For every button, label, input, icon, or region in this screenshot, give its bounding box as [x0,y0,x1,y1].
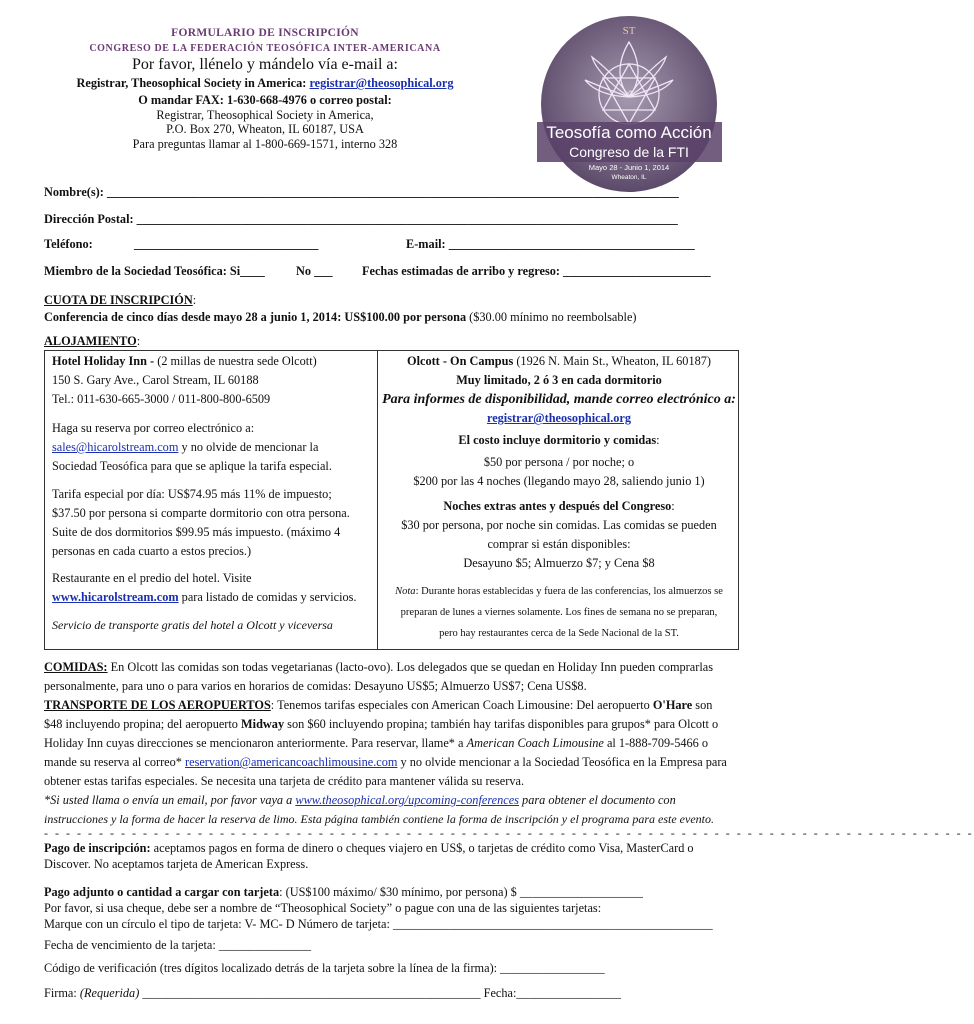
hotel-heading: Hotel Holiday Inn - (2 millas de nuestra sede Olcott) [52,354,317,368]
campus-email-line [380,409,738,428]
address-field[interactable]: Dirección Postal: ________________________________________________________________________________________ [44,212,678,226]
hotel-address: 150 S. Gary Ave., Carol Stream, IL 60188 [52,373,259,387]
name-blank[interactable]: _____________________________________________________________________________________________ [106,185,679,199]
card-expiry-field[interactable]: Fecha de vencimiento de la tarjeta: _______________ [44,938,312,952]
card-cvv-field[interactable]: Código de verificación (tres dígitos localizado detrás de la tarjeta sobre la línea de la firma): _________________ [44,961,605,975]
hotel-rate-4: personas en cada cuarto a estos precios.) [52,544,252,558]
campus-extra-2: comprar si están disponibles: [487,537,631,551]
campus-heading: Olcott - On Campus (1926 N. Main St., Wheaton, IL 60187) [407,354,711,368]
campus-extra-heading: Noches extras antes y después del Congreso: [443,499,675,513]
hotel-rate-1: Tarifa especial por día: US$74.95 más 11% de impuesto; [52,487,332,501]
campus-note: Nota: Durante horas establecidas y fuera de las conferencias, los almuerzos se preparan de lunes a viernes solamente. Los fines de semana no se preparan, pero hay restaurantes cerca de la Sede Nacional de la ST. [395,586,723,639]
phone-blank[interactable]: ______________________________ [134,237,319,251]
meals-paragraph: COMIDAS: En Olcott las comidas son todas vegetarianas (lacto-ovo). Los delegados que se quedan en Holiday Inn pueden comprarlas personalmente, para uno o para varios en horarios de comidas: Desayuno US$5; Almuerzo US$7; Cena US$8. [44,660,713,693]
hotel-restaurant-link-line: www.hicarolstream.com para listado de comidas y servicios. [52,590,357,604]
payment-section: Pago de inscripción: aceptamos pagos en forma de dinero o cheques viajero en US$, o tarjetas de crédito como Visa, MasterCard o Discover. No aceptamos tarjeta de American Express. [44,841,694,871]
campus-includes: El costo incluye dormitorio y comidas: [458,433,660,447]
registrar-email-link[interactable]: registrar@theosophical.org [309,76,454,90]
hotel-rate-3: Suite de dos dormitorios $99.95 más impuesto. (máximo 4 [52,525,341,539]
limo-email-link[interactable]: reservation@americancoachlimousine.com [185,755,398,769]
lodging-heading: ALOJAMIENTO: [44,334,141,348]
transport-paragraph: TRANSPORTE DE LOS AEROPUERTOS: Tenemos tarifas especiales con American Coach Limousine: Del aeropuerto O'Hare son $48 incluyendo propina; del aeropuerto Midway son $60 incluyendo propina; también hay tarifas disponibles para grupos* para Olcott o Holiday Inn cuyas direcciones se mencionaron anteriormente. Para reservar, llame* a American Coach Limousine al 1-888-709-5466 o mande su reserva al correo* reservation@americancoachlimousine.com y no olvide mencionar a la Sociedad Teosófica en la Empresa para obtener estas tarifas especiales. Se necesita una tarjeta de crédito para mantener válida su reserva. *Si usted llama o envía un email, por favor vaya a www.theosophical.org/upcoming-conferences para obtener el documento con instrucciones y la forma de hacer la reserva de limo. Esta página también contiene la forma de inscripción y el programa para este evento. [44,698,727,826]
fee-line: Conferencia de cinco días desde mayo 28 a junio 1, 2014: US$100.00 por persona ($30.00 mínimo no reembolsable) [44,310,637,324]
sales-email-link[interactable]: sales@hicarolstream.com [52,440,179,454]
signature-line: Firma: (Requerida) _______________________________________________________ Fecha:_________________ [44,986,621,1000]
logo-dates: Mayo 28 - Junio 1, 2014 [588,163,670,172]
hotel-phone: Tel.: 011-630-665-3000 / 011-800-800-6509 [52,392,271,406]
instruction-heading: Por favor, llénelo y mándelo vía e-mail a: [132,56,398,73]
conferences-link[interactable]: www.theosophical.org/upcoming-conferences [295,793,519,807]
cut-line-divider: - - - - - - - - - - - - - - - - - - - - - - - - - - - - - - - - - - - - - - - - - - - - - - - - - - - - - - - - - - - - - - - - - - - - - - - - - - - - - - - - - - - - - [44,826,974,840]
email-blank[interactable]: ________________________________________ [448,237,695,251]
phone-label: Teléfono: [44,237,93,251]
lodging-left-column [52,352,374,635]
logo-title: Teosofía como Acción [546,123,712,142]
address-line-2: P.O. Box 270, Wheaton, IL 60187, USA [166,122,364,136]
payment-amount-field[interactable]: Pago adjunto o cantidad a cargar con tarjeta: (US$100 máximo/ $30 mínimo, por persona) $ ____________________ [44,885,643,899]
address-line-1: Registrar, Theosophical Society in America, [156,108,374,122]
lodging-right-column [380,352,738,644]
campus-price-2: $200 por las 4 noches (llegando mayo 28, saliendo junio 1) [413,474,705,488]
signature-date-field[interactable]: Fecha:_________________ [480,986,621,1000]
hotel-reserve-note: Sociedad Teosófica para que se aplique la tarifa especial. [52,459,332,473]
campus-price-1: $50 por persona / por noche; o [483,455,635,469]
payment-amount-section [44,884,744,932]
address-blank[interactable]: ________________________________________________________________________________________ [136,212,678,226]
phone-line: Para preguntas llamar al 1-800-669-1571, interno 328 [132,137,398,151]
campus-email-link[interactable]: registrar@theosophical.org [486,411,632,425]
signature-blank[interactable]: _______________________________________________________ [139,986,481,1000]
campus-extra-1: $30 por persona, por noche sin comidas. Las comidas se pueden [401,518,717,532]
svg-text:ॐ: ॐ [624,91,634,101]
congress-title: CONGRESO DE LA FEDERACIÓN TEOSÓFICA INTER-AMERICANA [89,43,441,54]
campus-limited: Muy limitado, 2 ó 3 en cada dormitorio [456,373,662,387]
form-title: FORMULARIO DE INSCRIPCIÓN [171,27,359,39]
campus-extra-3: Desayuno $5; Almuerzo $7; y Cena $8 [463,556,655,570]
hotel-shuttle: Servicio de transporte gratis del hotel a Olcott y viceversa [52,618,333,632]
logo-place: Wheaton, IL [611,174,647,181]
logo-subtitle: Congreso de la FTI [569,144,689,160]
congress-logo [537,12,722,197]
card-number-field[interactable]: Marque con un círculo el tipo de tarjeta: V- MC- D Número de tarjeta: ____________________________________________________ [44,917,713,931]
lodging-divider [377,350,378,650]
member-no-field[interactable]: No ___ [296,264,333,278]
hotel-rate-2: $37.50 por persona si comparte dormitorio con otra persona. [52,506,350,520]
registrar-line: Registrar, Theosophical Society in America: registrar@theosophical.org [76,76,454,90]
name-field[interactable]: Nombre(s): _____________________________________________________________________________________________ [44,185,679,199]
member-yes-field[interactable]: Miembro de la Sociedad Teosófica: Si____ [44,264,265,278]
hotel-restaurant: Restaurante en el predio del hotel. Visite [52,571,252,585]
logo-top-mark: ST [622,25,636,37]
hotel-website-link[interactable]: www.hicarolstream.com [52,590,179,604]
hotel-reserve-email: sales@hicarolstream.com y no olvide de mencionar la [52,440,319,454]
hotel-reserve: Haga su reserva por correo electrónico a: [52,421,255,435]
campus-info: Para informes de disponibilidad, mande correo electrónico a: [382,392,736,407]
arrival-dates-field[interactable]: Fechas estimadas de arribo y regreso: ________________________ [362,264,711,278]
email-field[interactable]: E-mail: ________________________________________ [406,237,695,251]
fee-heading: CUOTA DE INSCRIPCIÓN: [44,293,197,307]
check-instructions: Por favor, si usa cheque, debe ser a nombre de “Theosophical Society” o pague con una de las siguientes tarjetas: [44,901,602,915]
lotus-star-icon [537,12,722,197]
fax-line: O mandar FAX: 1-630-668-4976 o correo postal: [138,93,392,107]
